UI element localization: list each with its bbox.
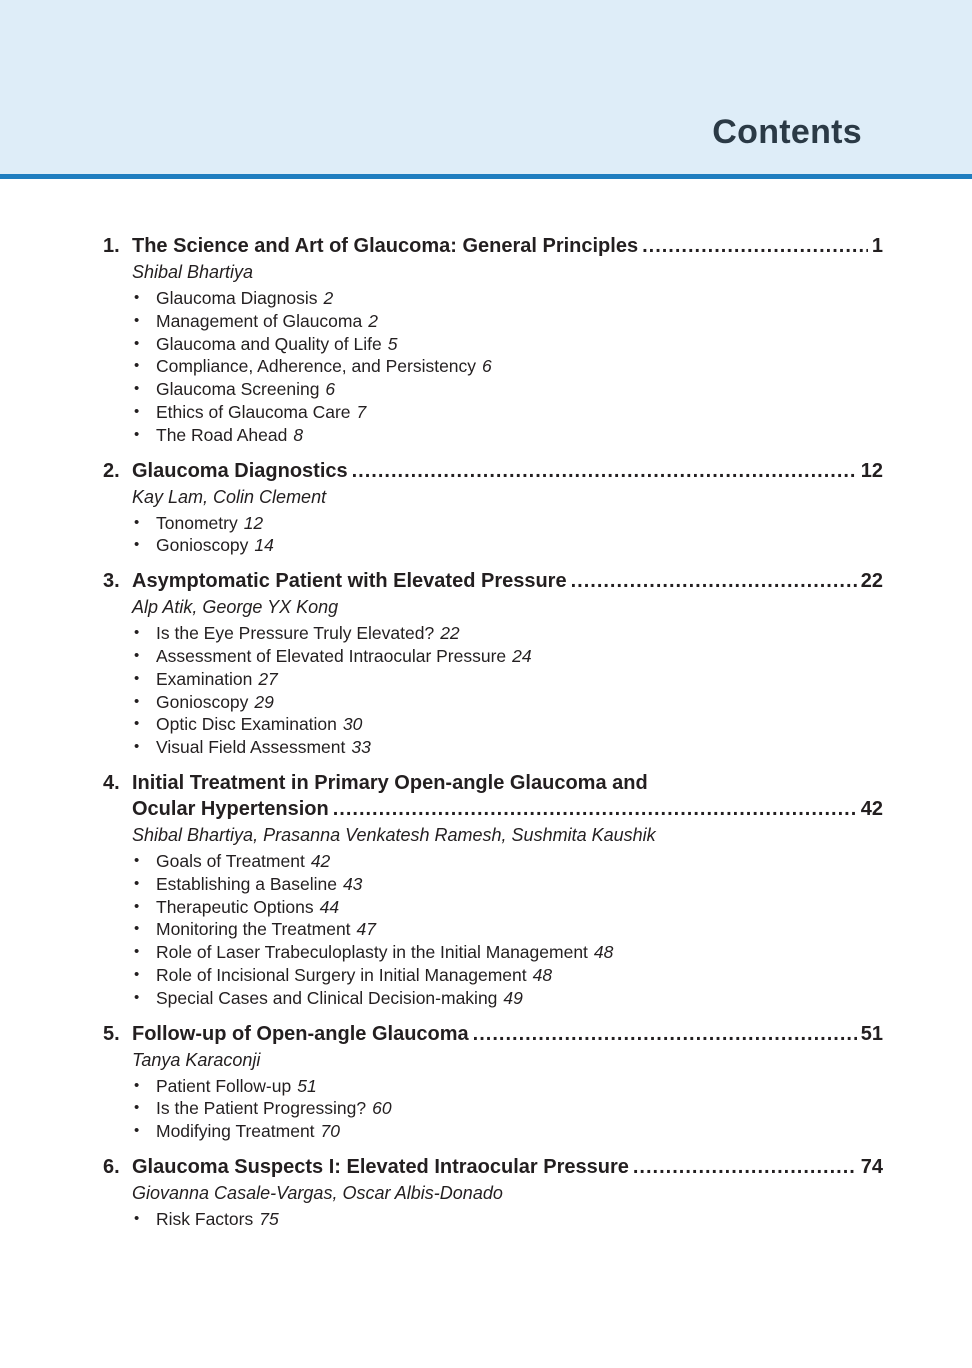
topic-label: Role of Laser Trabeculoplasty in the Initial Management — [156, 942, 588, 963]
chapter-title: The Science and Art of Glaucoma: General Principles — [132, 235, 639, 257]
chapter-4 — [103, 770, 883, 1010]
topic-page: 44 — [319, 896, 340, 917]
topic-label: Patient Follow-up — [156, 1075, 292, 1096]
topic-page: 75 — [259, 1208, 279, 1229]
chapter-authors: Tanya Karaconji — [132, 1049, 261, 1070]
bullet-icon: • — [134, 1099, 140, 1117]
bullet-icon: • — [134, 920, 140, 938]
bullet-icon: • — [134, 402, 140, 420]
topic-item[interactable] — [132, 287, 883, 310]
chapter-title: Asymptomatic Patient with Elevated Pressure — [132, 570, 567, 593]
bullet-icon: • — [134, 1122, 140, 1140]
topic-list — [103, 1075, 883, 1143]
bullet-icon: • — [134, 289, 140, 306]
topic-list — [103, 287, 883, 447]
topic-label: Compliance, Adherence, and Persistency — [156, 356, 477, 377]
topic-item[interactable] — [132, 512, 883, 535]
topic-item[interactable] — [132, 1208, 883, 1231]
bullet-icon: • — [134, 425, 140, 443]
topic-page: 5 — [387, 333, 398, 354]
bullet-icon: • — [134, 715, 140, 733]
topic-list — [103, 512, 883, 558]
topic-item[interactable] — [132, 1075, 883, 1098]
chapter-heading[interactable] — [103, 1021, 883, 1047]
topic-item[interactable] — [132, 964, 883, 987]
topic-page: 47 — [356, 919, 377, 940]
topic-label: Special Cases and Clinical Decision-making — [156, 987, 498, 1008]
bullet-icon: • — [134, 965, 140, 983]
topic-page: 48 — [532, 964, 553, 985]
dot-leader — [633, 1154, 857, 1180]
topic-label: Glaucoma Screening — [156, 379, 320, 400]
dot-leader — [333, 796, 857, 822]
chapter-6 — [103, 1154, 883, 1231]
topic-label: Establishing a Baseline — [156, 873, 337, 894]
bullet-icon: • — [134, 897, 140, 915]
topic-label: Risk Factors — [156, 1208, 254, 1229]
bullet-icon: • — [134, 334, 140, 352]
topic-label: Goals of Treatment — [156, 850, 305, 871]
chapter-page: 12 — [860, 459, 883, 482]
topic-label: Visual Field Assessment — [156, 737, 346, 758]
bullet-icon: • — [134, 380, 140, 398]
topic-label: Modifying Treatment — [156, 1121, 315, 1142]
topic-label: Therapeutic Options — [156, 896, 314, 917]
topic-item[interactable] — [132, 896, 883, 919]
topic-page: 27 — [258, 668, 278, 689]
topic-item[interactable] — [132, 918, 883, 941]
topic-label: Monitoring the Treatment — [156, 919, 351, 940]
topic-label: Management of Glaucoma — [156, 310, 363, 331]
chapter-title: Glaucoma Suspects I: Elevated Intraocular Pressure — [132, 1155, 629, 1178]
topic-page: 8 — [293, 424, 304, 445]
chapter-2 — [103, 458, 883, 558]
dot-leader — [642, 233, 868, 259]
topic-item[interactable] — [132, 534, 883, 557]
topic-label: Tonometry — [156, 512, 238, 533]
topic-label: Is the Eye Pressure Truly Elevated? — [156, 623, 435, 644]
topic-page: 6 — [325, 379, 336, 400]
bullet-icon: • — [134, 357, 140, 375]
chapter-title: Follow-up of Open-angle Glaucoma — [132, 1022, 469, 1045]
dot-leader — [571, 568, 857, 594]
topic-label: Glaucoma Diagnosis — [156, 288, 318, 308]
chapter-heading[interactable] — [103, 568, 883, 594]
topic-item[interactable] — [132, 378, 883, 401]
topic-page: 51 — [297, 1075, 317, 1096]
topic-page: 42 — [310, 850, 331, 871]
chapter-3 — [103, 568, 883, 759]
chapter-page: 51 — [860, 1022, 883, 1045]
topic-label: Is the Patient Progressing? — [156, 1098, 367, 1119]
chapter-title: Glaucoma Diagnostics — [132, 459, 348, 482]
page-title: Contents — [712, 113, 862, 151]
bullet-icon: • — [134, 624, 140, 642]
topic-page: 49 — [503, 987, 523, 1008]
dot-leader — [352, 458, 857, 484]
dot-leader — [473, 1021, 857, 1047]
topic-label: Gonioscopy — [156, 535, 249, 556]
topic-item[interactable] — [132, 333, 883, 356]
topic-list — [103, 1208, 883, 1231]
topic-page: 7 — [356, 401, 367, 422]
topic-label: Role of Incisional Surgery in Initial Management — [156, 964, 527, 985]
chapter-number: 3. — [103, 570, 120, 593]
chapter-page: 22 — [860, 570, 883, 593]
chapter-heading[interactable] — [103, 1154, 883, 1180]
topic-item[interactable] — [132, 987, 883, 1010]
chapter-authors: Alp Atik, George YX Kong — [132, 597, 339, 618]
topic-page: 12 — [243, 512, 264, 533]
topic-page: 48 — [593, 942, 614, 963]
topic-item[interactable] — [132, 1120, 883, 1143]
chapter-heading[interactable] — [103, 233, 883, 259]
chapter-number: 6. — [103, 1155, 120, 1178]
header-rule — [0, 174, 972, 179]
topic-page: 33 — [351, 737, 371, 758]
bullet-icon: • — [134, 943, 140, 961]
bullet-icon: • — [134, 738, 140, 756]
chapter-authors: Shibal Bhartiya — [132, 262, 254, 282]
topic-item[interactable] — [132, 401, 883, 424]
topic-item[interactable] — [132, 668, 883, 691]
topic-item[interactable] — [132, 1097, 883, 1120]
chapter-number: 5. — [103, 1022, 120, 1045]
bullet-icon: • — [134, 669, 140, 687]
bullet-icon: • — [134, 874, 140, 892]
topic-item[interactable] — [132, 355, 883, 378]
chapter-5 — [103, 1021, 883, 1143]
chapter-authors: Shibal Bhartiya, Prasanna Venkatesh Ramesh, Sushmita Kaushik — [132, 824, 656, 845]
topic-list — [103, 850, 883, 1010]
bullet-icon: • — [134, 1076, 140, 1094]
bullet-icon: • — [134, 851, 140, 869]
chapter-authors: Giovanna Casale-Vargas, Oscar Albis-Donado — [132, 1182, 503, 1203]
topic-page: 70 — [320, 1121, 341, 1142]
chapter-authors: Kay Lam, Colin Clement — [132, 486, 327, 507]
topic-page: 22 — [440, 623, 460, 644]
topic-page: 2 — [368, 310, 378, 331]
bullet-icon: • — [134, 988, 140, 1006]
topic-label: Ethics of Glaucoma Care — [156, 401, 351, 422]
bullet-icon: • — [134, 692, 140, 710]
chapter-number: 4. — [103, 771, 120, 794]
topic-label: The Road Ahead — [156, 424, 288, 445]
chapter-1 — [103, 233, 883, 447]
topic-item[interactable] — [132, 622, 883, 645]
topic-item[interactable] — [132, 736, 883, 759]
topic-item[interactable] — [132, 424, 883, 447]
topic-item[interactable] — [132, 873, 883, 896]
topic-page: 24 — [512, 645, 532, 666]
chapter-page: 74 — [860, 1155, 883, 1178]
bullet-icon: • — [134, 646, 140, 664]
topic-page: 14 — [254, 535, 274, 556]
topic-item[interactable] — [132, 850, 883, 873]
topic-list — [103, 622, 883, 759]
chapter-heading-line1[interactable] — [103, 770, 883, 796]
topic-label: Optic Disc Examination — [156, 714, 337, 735]
topic-page: 2 — [323, 288, 334, 308]
chapter-page: 42 — [860, 797, 883, 820]
topic-page: 6 — [482, 356, 492, 377]
topic-label: Glaucoma and Quality of Life — [156, 333, 382, 354]
chapter-page: 1 — [871, 235, 883, 257]
topic-label: Gonioscopy — [156, 691, 249, 712]
topic-item[interactable] — [132, 645, 883, 668]
topic-item[interactable] — [132, 941, 883, 964]
chapter-heading-line2[interactable] — [103, 796, 883, 822]
topic-page: 30 — [342, 714, 363, 735]
chapter-number: 2. — [103, 459, 120, 482]
bullet-icon: • — [134, 536, 140, 554]
topic-page: 29 — [254, 691, 274, 712]
topic-page: 60 — [372, 1098, 392, 1119]
chapter-number: 1. — [103, 235, 120, 257]
bullet-icon: • — [134, 1209, 140, 1227]
topic-item[interactable] — [132, 713, 883, 736]
bullet-icon: • — [134, 513, 140, 531]
table-of-contents — [103, 233, 883, 1242]
chapter-title-line1: Initial Treatment in Primary Open-angle Glaucoma and — [132, 771, 648, 794]
topic-label: Assessment of Elevated Intraocular Pressure — [156, 645, 507, 666]
chapter-heading[interactable] — [103, 458, 883, 484]
topic-item[interactable] — [132, 691, 883, 714]
chapter-title-line2: Ocular Hypertension — [132, 797, 329, 820]
topic-page: 43 — [342, 873, 363, 894]
topic-label: Examination — [156, 668, 253, 689]
bullet-icon: • — [134, 311, 140, 329]
topic-item[interactable] — [132, 310, 883, 333]
